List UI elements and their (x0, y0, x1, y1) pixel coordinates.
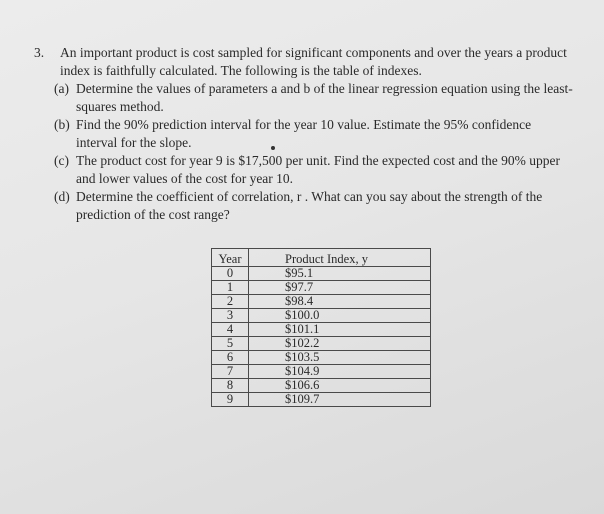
ink-dot (271, 146, 275, 150)
part-label: (d) (54, 189, 70, 204)
column-header-year: Year (212, 249, 249, 267)
problem-stem-text: An important product is cost sampled for significant components and over the years a product index is faithfully calculated. The following is the table of indexes. (60, 45, 567, 78)
table-row (212, 393, 431, 407)
part-label: (c) (54, 153, 69, 168)
part-d (54, 188, 574, 223)
table-row (212, 267, 431, 281)
year-cell: 2 (212, 295, 249, 309)
table-row (212, 323, 431, 337)
index-cell: $104.9 (249, 365, 431, 379)
table-row (212, 379, 431, 393)
index-cell: $103.5 (249, 351, 431, 365)
part-label: (a) (54, 81, 69, 96)
problem-stem (34, 44, 574, 79)
problem-3 (34, 44, 574, 223)
index-cell: $100.0 (249, 309, 431, 323)
part-text: Find the 90% prediction interval for the year 10 value. Estimate the 95% confidence interval for the slope. (76, 117, 532, 150)
year-cell: 5 (212, 337, 249, 351)
table-row (212, 337, 431, 351)
index-cell: $102.2 (249, 337, 431, 351)
year-cell: 4 (212, 323, 249, 337)
table-row (212, 295, 431, 309)
year-cell: 1 (212, 281, 249, 295)
index-cell: $95.1 (249, 267, 431, 281)
year-cell: 8 (212, 379, 249, 393)
index-cell: $106.6 (249, 379, 431, 393)
part-a (54, 80, 574, 115)
index-cell: $97.7 (249, 281, 431, 295)
index-cell: $101.1 (249, 323, 431, 337)
table-row (212, 281, 431, 295)
year-cell: 7 (212, 365, 249, 379)
index-cell: $98.4 (249, 295, 431, 309)
part-text: The product cost for year 9 is $17,500 per unit. Find the expected cost and the 90% upper and lower values of the cost for year 10. (76, 153, 560, 186)
table-row (212, 309, 431, 323)
index-table (211, 248, 431, 407)
part-b (54, 116, 574, 151)
table-row (212, 365, 431, 379)
year-cell: 3 (212, 309, 249, 323)
table-row (212, 351, 431, 365)
index-cell: $109.7 (249, 393, 431, 407)
part-text: Determine the coefficient of correlation, r . What can you say about the strength of the prediction of the cost range? (76, 189, 543, 222)
table-header-row (212, 249, 431, 267)
part-c (54, 152, 574, 187)
part-text: Determine the values of parameters a and b of the linear regression equation using the least-squares method. (76, 81, 573, 114)
year-cell: 9 (212, 393, 249, 407)
year-cell: 0 (212, 267, 249, 281)
problem-number: 3. (34, 45, 45, 60)
column-header-index: Product Index, y (249, 249, 431, 267)
year-cell: 6 (212, 351, 249, 365)
part-label: (b) (54, 117, 70, 132)
